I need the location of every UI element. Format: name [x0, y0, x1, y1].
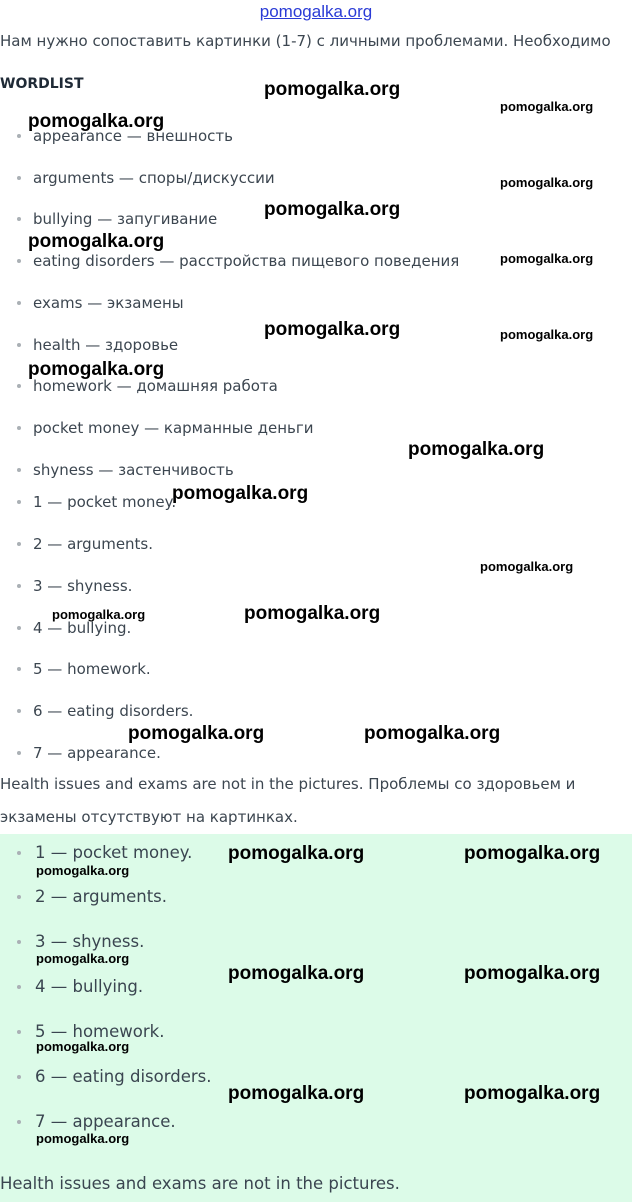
bullet-icon [17, 134, 21, 138]
answer-text: 2 — arguments. [33, 535, 154, 553]
list-item-text: arguments — споры/дискуссии [33, 169, 275, 187]
bullet-icon [17, 751, 21, 755]
bullet-icon [17, 1030, 21, 1034]
answer-box-text: 5 — homework. [35, 1022, 165, 1041]
bullet-icon [17, 1075, 21, 1079]
watermark: pomogalka.org [264, 319, 401, 340]
bullet-icon [17, 217, 21, 221]
watermark: pomogalka.org [500, 327, 594, 342]
list-item-text: shyness — застенчивость [33, 461, 234, 479]
watermark: pomogalka.org [244, 603, 381, 624]
watermark: pomogalka.org [464, 843, 601, 864]
answer-text: 7 — appearance. [33, 744, 161, 762]
answer-box-text: 1 — pocket money. [35, 843, 193, 862]
answer-text: 3 — shyness. [33, 577, 133, 595]
watermark: pomogalka.org [36, 951, 130, 966]
bullet-icon [17, 626, 21, 630]
watermark: pomogalka.org [408, 439, 545, 460]
answer-text: 4 — bullying. [33, 619, 132, 637]
bullet-icon [17, 384, 21, 388]
note-line-2: экзамены отсутствуют на картинках. [0, 808, 298, 826]
watermark: pomogalka.org [228, 1083, 365, 1104]
answer-text: 6 — eating disorders. [33, 702, 194, 720]
watermark: pomogalka.org [464, 963, 601, 984]
bullet-icon [17, 709, 21, 713]
answer-text: 5 — homework. [33, 660, 151, 678]
list-item-text: exams — экзамены [33, 294, 184, 312]
watermark: pomogalka.org [228, 963, 365, 984]
bullet-icon [17, 542, 21, 546]
answer-box-text: 3 — shyness. [35, 932, 145, 951]
answer-box-text: 2 — arguments. [35, 887, 168, 906]
note-line-1: Health issues and exams are not in the pictures. Проблемы со здоровьем и [0, 775, 576, 793]
bullet-icon [17, 1120, 21, 1124]
watermark: pomogalka.org [52, 607, 146, 622]
bullet-icon [17, 259, 21, 263]
list-item-text: health — здоровье [33, 336, 179, 354]
watermark: pomogalka.org [28, 231, 165, 252]
list-item-text: homework — домашняя работа [33, 377, 278, 395]
watermark: pomogalka.org [500, 99, 594, 114]
watermark: pomogalka.org [36, 863, 130, 878]
bullet-icon [17, 500, 21, 504]
watermark: pomogalka.org [128, 723, 265, 744]
bullet-icon [17, 176, 21, 180]
list-item-text: bullying — запугивание [33, 210, 218, 228]
watermark: pomogalka.org [364, 723, 501, 744]
watermark: pomogalka.org [36, 1131, 130, 1146]
list-item-text: eating disorders — расстройства пищевого поведения [33, 252, 460, 270]
answer-box-text: 4 — bullying. [35, 977, 144, 996]
bullet-icon [17, 584, 21, 588]
watermark: pomogalka.org [28, 111, 165, 132]
watermark: pomogalka.org [264, 199, 401, 220]
watermark: pomogalka.org [500, 175, 594, 190]
answer-text: 1 — pocket money. [33, 493, 177, 511]
answer-box-note: Health issues and exams are not in the pictures. [0, 1174, 400, 1193]
list-item-text: appearance — внешность [33, 127, 233, 145]
bullet-icon [17, 301, 21, 305]
bullet-icon [17, 940, 21, 944]
list-item-text: pocket money — карманные деньги [33, 419, 314, 437]
bullet-icon [17, 426, 21, 430]
watermark: pomogalka.org [500, 251, 594, 266]
watermark: pomogalka.org [28, 359, 165, 380]
wordlist-heading: WORDLIST [0, 76, 84, 92]
watermark: pomogalka.org [464, 1083, 601, 1104]
watermark: pomogalka.org [172, 483, 309, 504]
bullet-icon [17, 343, 21, 347]
bullet-icon [17, 851, 21, 855]
watermark: pomogalka.org [480, 559, 574, 574]
answer-box-text: 7 — appearance. [35, 1112, 176, 1131]
watermark: pomogalka.org [36, 1039, 130, 1054]
bullet-icon [17, 468, 21, 472]
watermark: pomogalka.org [264, 79, 401, 100]
answer-box-text: 6 — eating disorders. [35, 1067, 212, 1086]
watermark: pomogalka.org [228, 843, 365, 864]
site-link[interactable]: pomogalka.org [259, 2, 373, 21]
bullet-icon [17, 985, 21, 989]
intro-text: Нам нужно сопоставить картинки (1-7) с личными проблемами. Необходимо [0, 32, 611, 50]
bullet-icon [17, 895, 21, 899]
bullet-icon [17, 667, 21, 671]
